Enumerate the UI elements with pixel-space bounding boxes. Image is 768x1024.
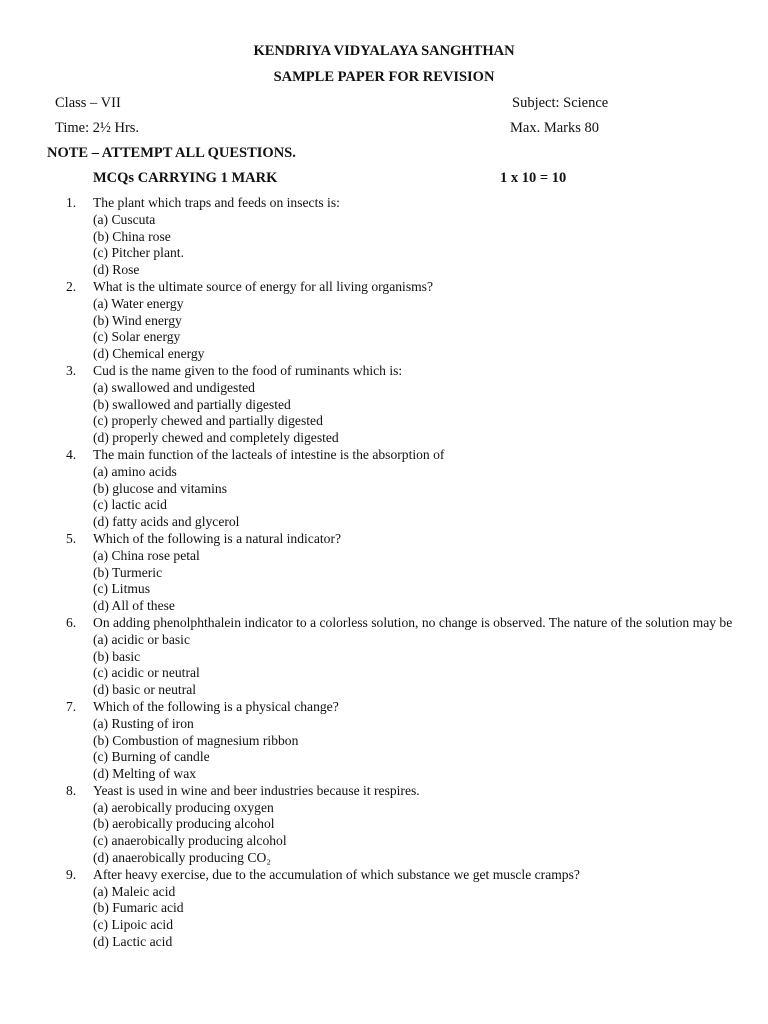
answer-option: (a) Cuscuta xyxy=(93,211,156,227)
answer-option: (c) Solar energy xyxy=(93,329,181,345)
answer-option: (b) basic xyxy=(93,648,141,664)
question-item xyxy=(66,447,746,531)
answer-option: (c) Lipoic acid xyxy=(93,917,174,933)
question-number: 7. xyxy=(66,698,77,714)
question-number: 9. xyxy=(66,866,77,882)
question-text: After heavy exercise, due to the accumulation of which substance we get muscle cramps? xyxy=(93,866,580,882)
section-title: MCQs CARRYING 1 MARK xyxy=(93,170,278,186)
question-text: Which of the following is a physical change? xyxy=(93,698,339,714)
answer-option: (d) fatty acids and glycerol xyxy=(93,514,240,530)
answer-option: (c) Pitcher plant. xyxy=(93,245,184,261)
answer-option: (d) anaerobically producing CO₂ xyxy=(93,850,271,866)
question-item xyxy=(66,531,746,615)
question-number: 8. xyxy=(66,782,77,798)
question-text: Which of the following is a natural indicator? xyxy=(93,530,342,546)
answer-option: (b) Wind energy xyxy=(93,312,182,328)
question-number: 3. xyxy=(66,362,77,378)
answer-option: (a) amino acids xyxy=(93,463,177,479)
answer-option: (b) Combustion of magnesium ribbon xyxy=(93,732,299,748)
subject-label: Subject: Science xyxy=(512,95,609,111)
answer-option: (c) anaerobically producing alcohol xyxy=(93,833,287,849)
answer-option: (c) Litmus xyxy=(93,581,151,597)
answer-option: (d) basic or neutral xyxy=(93,682,197,698)
question-text: What is the ultimate source of energy for all living organisms? xyxy=(93,278,434,294)
question-text: Cud is the name given to the food of ruminants which is: xyxy=(93,362,403,378)
question-item xyxy=(66,783,746,867)
question-number: 5. xyxy=(66,530,77,546)
question-item xyxy=(66,279,746,363)
question-list xyxy=(66,195,746,951)
organization-title: KENDRIYA VIDYALAYA SANGHTHAN xyxy=(253,43,515,59)
answer-option: (b) China rose xyxy=(93,228,171,244)
question-number: 4. xyxy=(66,446,77,462)
paper-title: SAMPLE PAPER FOR REVISION xyxy=(273,69,495,85)
answer-option: (b) glucose and vitamins xyxy=(93,480,228,496)
instruction-note: NOTE – ATTEMPT ALL QUESTIONS. xyxy=(47,145,296,161)
answer-option: (a) China rose petal xyxy=(93,547,200,563)
answer-option: (d) Chemical energy xyxy=(93,346,205,362)
answer-option: (a) Water energy xyxy=(93,295,184,311)
answer-option: (a) swallowed and undigested xyxy=(93,379,255,395)
question-text: The main function of the lacteals of intestine is the absorption of xyxy=(93,446,445,462)
class-label: Class – VII xyxy=(55,95,121,111)
answer-option: (c) lactic acid xyxy=(93,497,167,513)
answer-option: (d) Lactic acid xyxy=(93,934,173,950)
answer-option: (a) aerobically producing oxygen xyxy=(93,799,274,815)
question-item xyxy=(66,195,746,279)
question-item xyxy=(66,615,746,699)
question-text: The plant which traps and feeds on insects is: xyxy=(93,195,340,210)
question-number: 6. xyxy=(66,614,77,630)
question-item xyxy=(66,867,746,951)
answer-option: (d) Rose xyxy=(93,262,140,278)
answer-option: (a) Maleic acid xyxy=(93,883,176,899)
time-label: Time: 2½ Hrs. xyxy=(55,120,140,136)
question-item xyxy=(66,699,746,783)
question-text: Yeast is used in wine and beer industries because it respires. xyxy=(93,782,420,798)
answer-option: (d) properly chewed and completely digested xyxy=(93,430,339,446)
answer-option: (b) aerobically producing alcohol xyxy=(93,816,275,832)
answer-option: (c) properly chewed and partially digested xyxy=(93,413,323,429)
answer-option: (d) Melting of wax xyxy=(93,766,197,782)
answer-option: (b) swallowed and partially digested xyxy=(93,396,291,412)
answer-option: (b) Fumaric acid xyxy=(93,900,184,916)
question-item xyxy=(66,363,746,447)
answer-option: (c) Burning of candle xyxy=(93,749,210,765)
question-text: On adding phenolphthalein indicator to a colorless solution, no change is observed. The nature of the solution may be xyxy=(93,614,733,630)
answer-option: (c) acidic or neutral xyxy=(93,665,200,681)
max-marks-label: Max. Marks 80 xyxy=(510,120,600,136)
section-marks: 1 x 10 = 10 xyxy=(500,170,567,186)
answer-option: (d) All of these xyxy=(93,598,175,614)
answer-option: (a) Rusting of iron xyxy=(93,715,194,731)
question-number: 1. xyxy=(66,195,77,210)
answer-option: (a) acidic or basic xyxy=(93,631,190,647)
answer-option: (b) Turmeric xyxy=(93,564,163,580)
question-number: 2. xyxy=(66,278,77,294)
